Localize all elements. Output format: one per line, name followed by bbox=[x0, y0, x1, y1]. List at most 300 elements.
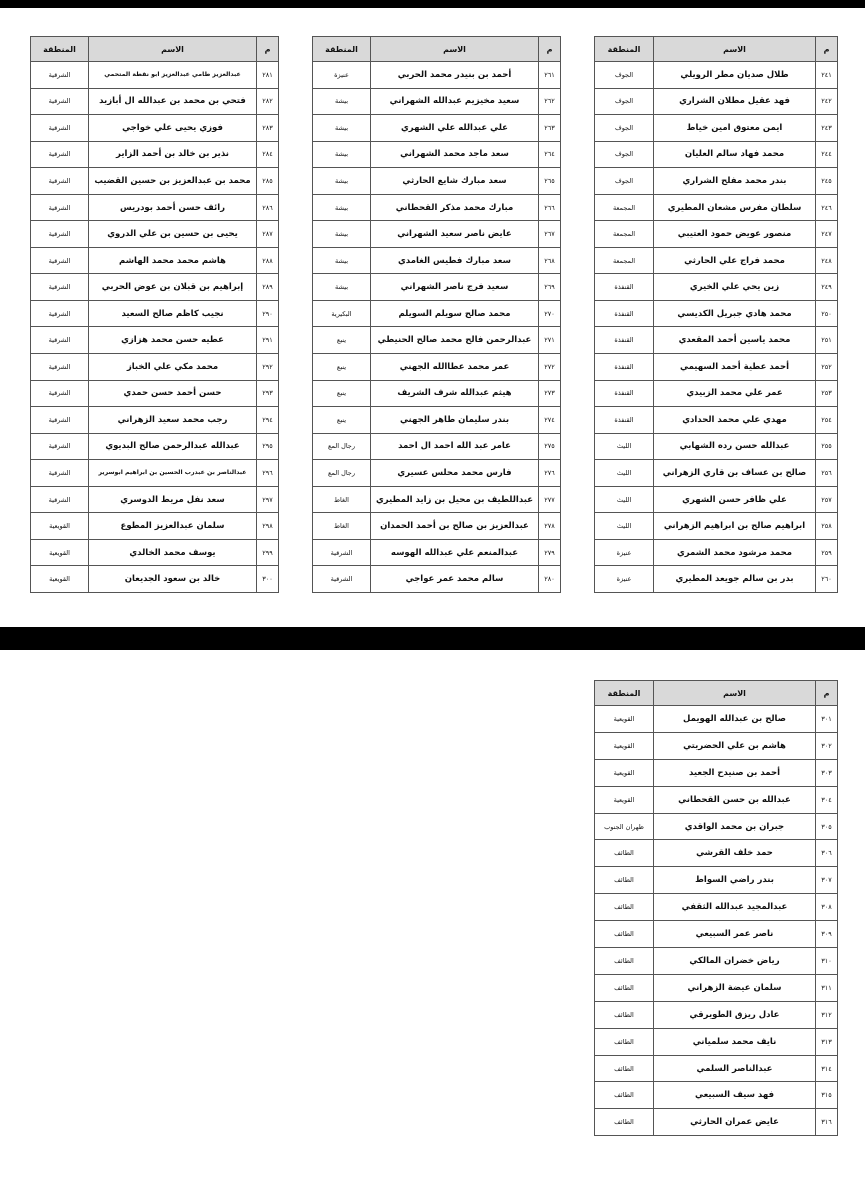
region-name: بيشة bbox=[313, 141, 371, 168]
region-name: الغاط bbox=[313, 486, 371, 513]
row-number: ٢٩٢ bbox=[257, 354, 279, 381]
region-name: ينبع bbox=[313, 327, 371, 354]
person-name: عمر علي محمد الزبيدي bbox=[654, 380, 816, 407]
row-number: ٢٦٤ bbox=[539, 141, 561, 168]
table-row bbox=[595, 247, 838, 274]
row-number: ٢٨٦ bbox=[257, 194, 279, 221]
table-row bbox=[313, 247, 561, 274]
table-header-row bbox=[31, 37, 279, 62]
person-name: محمد صالح سويلم السويلم bbox=[371, 300, 539, 327]
region-name: الجوف bbox=[595, 141, 654, 168]
person-name: حسن أحمد حسن حمدي bbox=[89, 380, 257, 407]
table-row bbox=[313, 62, 561, 89]
person-name: عبدالمنعم علي عبدالله الهوسه bbox=[371, 539, 539, 566]
table-row bbox=[31, 486, 279, 513]
region-name: القويعية bbox=[595, 732, 654, 759]
region-name: الشرقية bbox=[31, 433, 89, 460]
person-name: محمد هادي جبريل الكديسي bbox=[654, 300, 816, 327]
person-name: حمد خلف القرشي bbox=[654, 840, 816, 867]
table-row bbox=[595, 115, 838, 142]
person-name: عامر عبد الله احمد ال احمد bbox=[371, 433, 539, 460]
table-row bbox=[595, 974, 838, 1001]
region-name: بيشة bbox=[313, 247, 371, 274]
table-row bbox=[31, 407, 279, 434]
region-name: الشرقية bbox=[313, 566, 371, 593]
person-name: صالح بن عبدالله الهويمل bbox=[654, 706, 816, 733]
row-number: ٢٨٢ bbox=[257, 88, 279, 115]
region-name: الطائف bbox=[595, 948, 654, 975]
table-row bbox=[31, 327, 279, 354]
person-name: ناصر عمر السبيعي bbox=[654, 921, 816, 948]
row-number: ٣٠٦ bbox=[816, 840, 838, 867]
table-row bbox=[313, 221, 561, 248]
table-row bbox=[313, 115, 561, 142]
row-number: ٢٤٤ bbox=[816, 141, 838, 168]
region-name: القنفذة bbox=[595, 327, 654, 354]
person-name: محمد فهاد سالم العليان bbox=[654, 141, 816, 168]
person-name: سلطان مفرس مشعان المطيري bbox=[654, 194, 816, 221]
table-row bbox=[595, 486, 838, 513]
row-number: ٢٦١ bbox=[539, 62, 561, 89]
table-row bbox=[595, 1001, 838, 1028]
names-table-bottom bbox=[594, 680, 838, 1136]
row-number: ٣١٠ bbox=[816, 948, 838, 975]
table-row bbox=[595, 354, 838, 381]
table-row bbox=[313, 566, 561, 593]
region-name: عنيزة bbox=[595, 566, 654, 593]
row-number: ٢٧٥ bbox=[539, 433, 561, 460]
person-name: فهد عقيل مطلان الشراري bbox=[654, 88, 816, 115]
region-name: المجمعة bbox=[595, 194, 654, 221]
region-name: الشرقية bbox=[31, 194, 89, 221]
person-name: بندر سليمان طاهر الجهني bbox=[371, 407, 539, 434]
person-name: نذير بن خالد بن أحمد الزاير bbox=[89, 141, 257, 168]
table-row bbox=[595, 141, 838, 168]
row-number: ٣٠٩ bbox=[816, 921, 838, 948]
row-number: ٢٥١ bbox=[816, 327, 838, 354]
row-number: ٣١٤ bbox=[816, 1055, 838, 1082]
table-row bbox=[313, 539, 561, 566]
row-number: ٢٧٩ bbox=[539, 539, 561, 566]
row-number: ٢٨٤ bbox=[257, 141, 279, 168]
person-name: محمد ياسين أحمد المقعدي bbox=[654, 327, 816, 354]
table-row bbox=[313, 407, 561, 434]
row-number: ٢٨٥ bbox=[257, 168, 279, 195]
table-row bbox=[31, 539, 279, 566]
row-number: ٢٩٥ bbox=[257, 433, 279, 460]
row-number: ٢٩٦ bbox=[257, 460, 279, 487]
person-name: سعد نفل مريط الدوسري bbox=[89, 486, 257, 513]
region-name: الطائف bbox=[595, 867, 654, 894]
row-number: ٢٩٩ bbox=[257, 539, 279, 566]
table-row bbox=[313, 380, 561, 407]
table-row bbox=[31, 460, 279, 487]
header-name: الاسم bbox=[654, 37, 816, 62]
person-name: هيثم عبدالله شرف الشريف bbox=[371, 380, 539, 407]
header-region: المنطقة bbox=[595, 37, 654, 62]
person-name: عايض ناصر سعيد الشهراني bbox=[371, 221, 539, 248]
region-name: القنفذة bbox=[595, 300, 654, 327]
region-name: ينبع bbox=[313, 380, 371, 407]
person-name: منصور عويض حمود العتيبي bbox=[654, 221, 816, 248]
row-number: ٢٦٧ bbox=[539, 221, 561, 248]
person-name: صالح بن عساف بن قاري الزهراني bbox=[654, 460, 816, 487]
region-name: رجال المع bbox=[313, 460, 371, 487]
row-number: ٢٩٨ bbox=[257, 513, 279, 540]
region-name: القنفذة bbox=[595, 354, 654, 381]
table-row bbox=[595, 1055, 838, 1082]
table-row bbox=[595, 813, 838, 840]
table-row bbox=[595, 1109, 838, 1136]
table-row bbox=[313, 327, 561, 354]
region-name: الشرقية bbox=[31, 62, 89, 89]
region-name: الطائف bbox=[595, 1001, 654, 1028]
row-number: ٣٠٠ bbox=[257, 566, 279, 593]
person-name: خالد بن سعود الجديعان bbox=[89, 566, 257, 593]
table-row bbox=[313, 194, 561, 221]
person-name: عبدالله عبدالرحمن صالح البديوي bbox=[89, 433, 257, 460]
person-name: فوزي يحيى علي خواجي bbox=[89, 115, 257, 142]
table-header-row bbox=[595, 681, 838, 706]
person-name: محمد مكي علي الخباز bbox=[89, 354, 257, 381]
person-name: عبدالله حسن رده الشهابي bbox=[654, 433, 816, 460]
row-number: ٢٩٧ bbox=[257, 486, 279, 513]
names-table-left bbox=[30, 36, 279, 593]
region-name: ينبع bbox=[313, 354, 371, 381]
region-name: الليث bbox=[595, 460, 654, 487]
table-row bbox=[31, 300, 279, 327]
table-row bbox=[595, 732, 838, 759]
person-name: مبارك محمد مذكر القحطاني bbox=[371, 194, 539, 221]
table-row bbox=[595, 539, 838, 566]
row-number: ٢٧٦ bbox=[539, 460, 561, 487]
table-row bbox=[31, 354, 279, 381]
table-row bbox=[595, 274, 838, 301]
row-number: ٢٤٧ bbox=[816, 221, 838, 248]
region-name: القويعية bbox=[595, 706, 654, 733]
row-number: ٢٥٢ bbox=[816, 354, 838, 381]
row-number: ٢٨٨ bbox=[257, 247, 279, 274]
person-name: عبدالعزيز بن صالح بن أحمد الحمدان bbox=[371, 513, 539, 540]
row-number: ٣٠٧ bbox=[816, 867, 838, 894]
row-number: ٢٧٠ bbox=[539, 300, 561, 327]
row-number: ٢٦٦ bbox=[539, 194, 561, 221]
row-number: ٢٩٤ bbox=[257, 407, 279, 434]
region-name: الطائف bbox=[595, 1028, 654, 1055]
row-number: ٢٧٢ bbox=[539, 354, 561, 381]
top-black-bar bbox=[0, 0, 865, 8]
table-row bbox=[595, 1028, 838, 1055]
region-name: الشرقية bbox=[31, 300, 89, 327]
region-name: القويعية bbox=[595, 786, 654, 813]
table-row bbox=[595, 300, 838, 327]
table-row bbox=[31, 433, 279, 460]
person-name: عمر محمد عطاالله الجهني bbox=[371, 354, 539, 381]
row-number: ٢٨٧ bbox=[257, 221, 279, 248]
table-row bbox=[595, 513, 838, 540]
row-number: ٢٥٥ bbox=[816, 433, 838, 460]
person-name: يحيى بن حسين بن علي الدروي bbox=[89, 221, 257, 248]
row-number: ٢٧٤ bbox=[539, 407, 561, 434]
row-number: ٢٩١ bbox=[257, 327, 279, 354]
table-row bbox=[595, 460, 838, 487]
row-number: ٢٤٣ bbox=[816, 115, 838, 142]
table-row bbox=[313, 433, 561, 460]
header-number: م bbox=[257, 37, 279, 62]
row-number: ٢٨١ bbox=[257, 62, 279, 89]
table-row bbox=[313, 460, 561, 487]
row-number: ٢٧٧ bbox=[539, 486, 561, 513]
region-name: الليث bbox=[595, 433, 654, 460]
table-row bbox=[313, 354, 561, 381]
table-row bbox=[595, 88, 838, 115]
header-name: الاسم bbox=[371, 37, 539, 62]
region-name: الشرقية bbox=[31, 486, 89, 513]
table-row bbox=[595, 1082, 838, 1109]
row-number: ٢٥٠ bbox=[816, 300, 838, 327]
row-number: ٢٨٩ bbox=[257, 274, 279, 301]
names-table-right bbox=[594, 36, 838, 593]
table-row bbox=[31, 194, 279, 221]
person-name: سعيد مخيزيم عبدالله الشهراني bbox=[371, 88, 539, 115]
table-body bbox=[313, 62, 561, 593]
person-name: عبدالعزيز طامي عبدالعزيز ابو نقطة المتحمي bbox=[89, 62, 257, 89]
table-row bbox=[313, 486, 561, 513]
row-number: ٣١٣ bbox=[816, 1028, 838, 1055]
table-row bbox=[595, 948, 838, 975]
person-name: عبدالناصر السلمي bbox=[654, 1055, 816, 1082]
header-number: م bbox=[816, 37, 838, 62]
region-name: الليث bbox=[595, 486, 654, 513]
region-name: الشرقية bbox=[313, 539, 371, 566]
row-number: ٢٧١ bbox=[539, 327, 561, 354]
person-name: عبدالناصر بن عبدرب الحسين بن ابراهيم ابوسرير bbox=[89, 460, 257, 487]
table-row bbox=[595, 327, 838, 354]
region-name: الشرقية bbox=[31, 274, 89, 301]
row-number: ٢٦٥ bbox=[539, 168, 561, 195]
row-number: ٣٠٤ bbox=[816, 786, 838, 813]
person-name: أحمد عطية أحمد السهيمي bbox=[654, 354, 816, 381]
table-row bbox=[31, 221, 279, 248]
table-row bbox=[595, 380, 838, 407]
row-number: ٢٦٩ bbox=[539, 274, 561, 301]
row-number: ٣٠٥ bbox=[816, 813, 838, 840]
table-row bbox=[595, 407, 838, 434]
region-name: المجمعة bbox=[595, 221, 654, 248]
table-row bbox=[595, 786, 838, 813]
region-name: الشرقية bbox=[31, 247, 89, 274]
region-name: الطائف bbox=[595, 840, 654, 867]
row-number: ٣٠٨ bbox=[816, 894, 838, 921]
person-name: رياض خضران المالكي bbox=[654, 948, 816, 975]
person-name: سلمان عيضة الزهراني bbox=[654, 974, 816, 1001]
region-name: الطائف bbox=[595, 974, 654, 1001]
region-name: بيشة bbox=[313, 221, 371, 248]
row-number: ٢٦٠ bbox=[816, 566, 838, 593]
header-region: المنطقة bbox=[595, 681, 654, 706]
person-name: إبراهيم بن قبلان بن عوض الحربي bbox=[89, 274, 257, 301]
table-row bbox=[313, 88, 561, 115]
row-number: ٢٥٧ bbox=[816, 486, 838, 513]
person-name: محمد مرشود محمد الشمري bbox=[654, 539, 816, 566]
region-name: بيشة bbox=[313, 168, 371, 195]
person-name: فهد سيف السبيعي bbox=[654, 1082, 816, 1109]
region-name: الشرقية bbox=[31, 115, 89, 142]
person-name: أحمد بن صنيدح الجعيد bbox=[654, 759, 816, 786]
region-name: بيشة bbox=[313, 194, 371, 221]
table-row bbox=[595, 168, 838, 195]
person-name: سالم محمد عمر عواجي bbox=[371, 566, 539, 593]
person-name: عبدالمجيد عبدالله الثقفي bbox=[654, 894, 816, 921]
row-number: ٢٤١ bbox=[816, 62, 838, 89]
row-number: ٢٨٠ bbox=[539, 566, 561, 593]
row-number: ٢٥٩ bbox=[816, 539, 838, 566]
person-name: طلال صديان مطر الرويلي bbox=[654, 62, 816, 89]
region-name: القويعية bbox=[31, 566, 89, 593]
person-name: عطيه حسن محمد هزازي bbox=[89, 327, 257, 354]
region-name: الشرقية bbox=[31, 380, 89, 407]
person-name: سلمان عبدالعزيز المطوع bbox=[89, 513, 257, 540]
person-name: علي عبدالله علي الشهري bbox=[371, 115, 539, 142]
region-name: الجوف bbox=[595, 168, 654, 195]
row-number: ٣١١ bbox=[816, 974, 838, 1001]
region-name: البكيرية bbox=[313, 300, 371, 327]
person-name: نجيب كاظم صالح السعيد bbox=[89, 300, 257, 327]
table-row bbox=[31, 168, 279, 195]
person-name: بندر محمد مفلح الشراري bbox=[654, 168, 816, 195]
region-name: الشرقية bbox=[31, 141, 89, 168]
region-name: الجوف bbox=[595, 88, 654, 115]
region-name: الغاط bbox=[313, 513, 371, 540]
table-row bbox=[313, 168, 561, 195]
person-name: عادل ريزق الطويرقي bbox=[654, 1001, 816, 1028]
row-number: ٢٤٢ bbox=[816, 88, 838, 115]
person-name: أحمد بن بنيدر محمد الحربي bbox=[371, 62, 539, 89]
region-name: القنفذة bbox=[595, 380, 654, 407]
person-name: بندر راضي السواط bbox=[654, 867, 816, 894]
table-row bbox=[313, 300, 561, 327]
region-name: ينبع bbox=[313, 407, 371, 434]
row-number: ٢٤٥ bbox=[816, 168, 838, 195]
person-name: جبران بن محمد الواقدي bbox=[654, 813, 816, 840]
row-number: ٢٥٨ bbox=[816, 513, 838, 540]
row-number: ٣٠١ bbox=[816, 706, 838, 733]
person-name: هاشم محمد محمد الهاشم bbox=[89, 247, 257, 274]
person-name: سعيد فرج ناصر الشهراني bbox=[371, 274, 539, 301]
region-name: الطائف bbox=[595, 921, 654, 948]
region-name: الشرقية bbox=[31, 327, 89, 354]
table-row bbox=[31, 115, 279, 142]
table-row bbox=[595, 433, 838, 460]
row-number: ٢٦٢ bbox=[539, 88, 561, 115]
person-name: رائف حسن أحمد بودريس bbox=[89, 194, 257, 221]
row-number: ٢٩٠ bbox=[257, 300, 279, 327]
person-name: نايف محمد سلمياني bbox=[654, 1028, 816, 1055]
row-number: ٢٤٩ bbox=[816, 274, 838, 301]
region-name: بيشة bbox=[313, 88, 371, 115]
row-number: ٣٠٣ bbox=[816, 759, 838, 786]
region-name: الشرقية bbox=[31, 221, 89, 248]
region-name: رجال المع bbox=[313, 433, 371, 460]
row-number: ٢٧٣ bbox=[539, 380, 561, 407]
table-row bbox=[595, 867, 838, 894]
table-row bbox=[595, 840, 838, 867]
person-name: هاشم بن علي الحضريتي bbox=[654, 732, 816, 759]
region-name: المجمعة bbox=[595, 247, 654, 274]
row-number: ٢٦٨ bbox=[539, 247, 561, 274]
region-name: بيشة bbox=[313, 274, 371, 301]
row-number: ٢٤٦ bbox=[816, 194, 838, 221]
person-name: فارس محمد محلس عسيري bbox=[371, 460, 539, 487]
person-name: سعد ماجد محمد الشهراني bbox=[371, 141, 539, 168]
header-name: الاسم bbox=[89, 37, 257, 62]
region-name: القويعية bbox=[31, 513, 89, 540]
table-row bbox=[595, 759, 838, 786]
table-header-row bbox=[313, 37, 561, 62]
region-name: عنيزة bbox=[595, 539, 654, 566]
header-region: المنطقة bbox=[313, 37, 371, 62]
region-name: الطائف bbox=[595, 1109, 654, 1136]
table-row bbox=[595, 194, 838, 221]
region-name: القنفذة bbox=[595, 274, 654, 301]
row-number: ٣١٢ bbox=[816, 1001, 838, 1028]
table-row bbox=[31, 88, 279, 115]
row-number: ٢٥٤ bbox=[816, 407, 838, 434]
table-body bbox=[31, 62, 279, 593]
table-body bbox=[595, 62, 838, 593]
table-row bbox=[31, 247, 279, 274]
person-name: زين يحي علي الخيري bbox=[654, 274, 816, 301]
region-name: الطائف bbox=[595, 894, 654, 921]
table-row bbox=[595, 894, 838, 921]
table-row bbox=[595, 62, 838, 89]
table-row bbox=[595, 221, 838, 248]
region-name: الطائف bbox=[595, 1082, 654, 1109]
person-name: ابراهيم صالح بن ابراهيم الزهراني bbox=[654, 513, 816, 540]
table-body bbox=[595, 706, 838, 1136]
person-name: يوسف محمد الخالدي bbox=[89, 539, 257, 566]
row-number: ٣٠٢ bbox=[816, 732, 838, 759]
region-name: الطائف bbox=[595, 1055, 654, 1082]
table-row bbox=[313, 513, 561, 540]
region-name: الشرقية bbox=[31, 168, 89, 195]
row-number: ٢٧٨ bbox=[539, 513, 561, 540]
person-name: ايمن معتوق امين خياط bbox=[654, 115, 816, 142]
person-name: فتحي بن محمد بن عبدالله ال أبازيد bbox=[89, 88, 257, 115]
table-row bbox=[313, 141, 561, 168]
person-name: سعد مبارك فطيس الغامدي bbox=[371, 247, 539, 274]
row-number: ٣١٥ bbox=[816, 1082, 838, 1109]
table-row bbox=[31, 380, 279, 407]
table-row bbox=[31, 566, 279, 593]
person-name: عبداللطيف بن محيل بن زايد المطيري bbox=[371, 486, 539, 513]
region-name: ظهران الجنوب bbox=[595, 813, 654, 840]
table-row bbox=[31, 62, 279, 89]
region-name: الشرقية bbox=[31, 460, 89, 487]
person-name: محمد فراج علي الحارثي bbox=[654, 247, 816, 274]
region-name: القويعية bbox=[31, 539, 89, 566]
row-number: ٢٥٦ bbox=[816, 460, 838, 487]
row-number: ٢٨٣ bbox=[257, 115, 279, 142]
person-name: سعد مبارك شايع الحارثي bbox=[371, 168, 539, 195]
region-name: القويعية bbox=[595, 759, 654, 786]
person-name: محمد بن عبدالعزيز بن حسين القضيب bbox=[89, 168, 257, 195]
names-table-middle bbox=[312, 36, 561, 593]
table-header-row bbox=[595, 37, 838, 62]
row-number: ٣١٦ bbox=[816, 1109, 838, 1136]
region-name: القنفذة bbox=[595, 407, 654, 434]
person-name: علي ظافر حسن الشهري bbox=[654, 486, 816, 513]
